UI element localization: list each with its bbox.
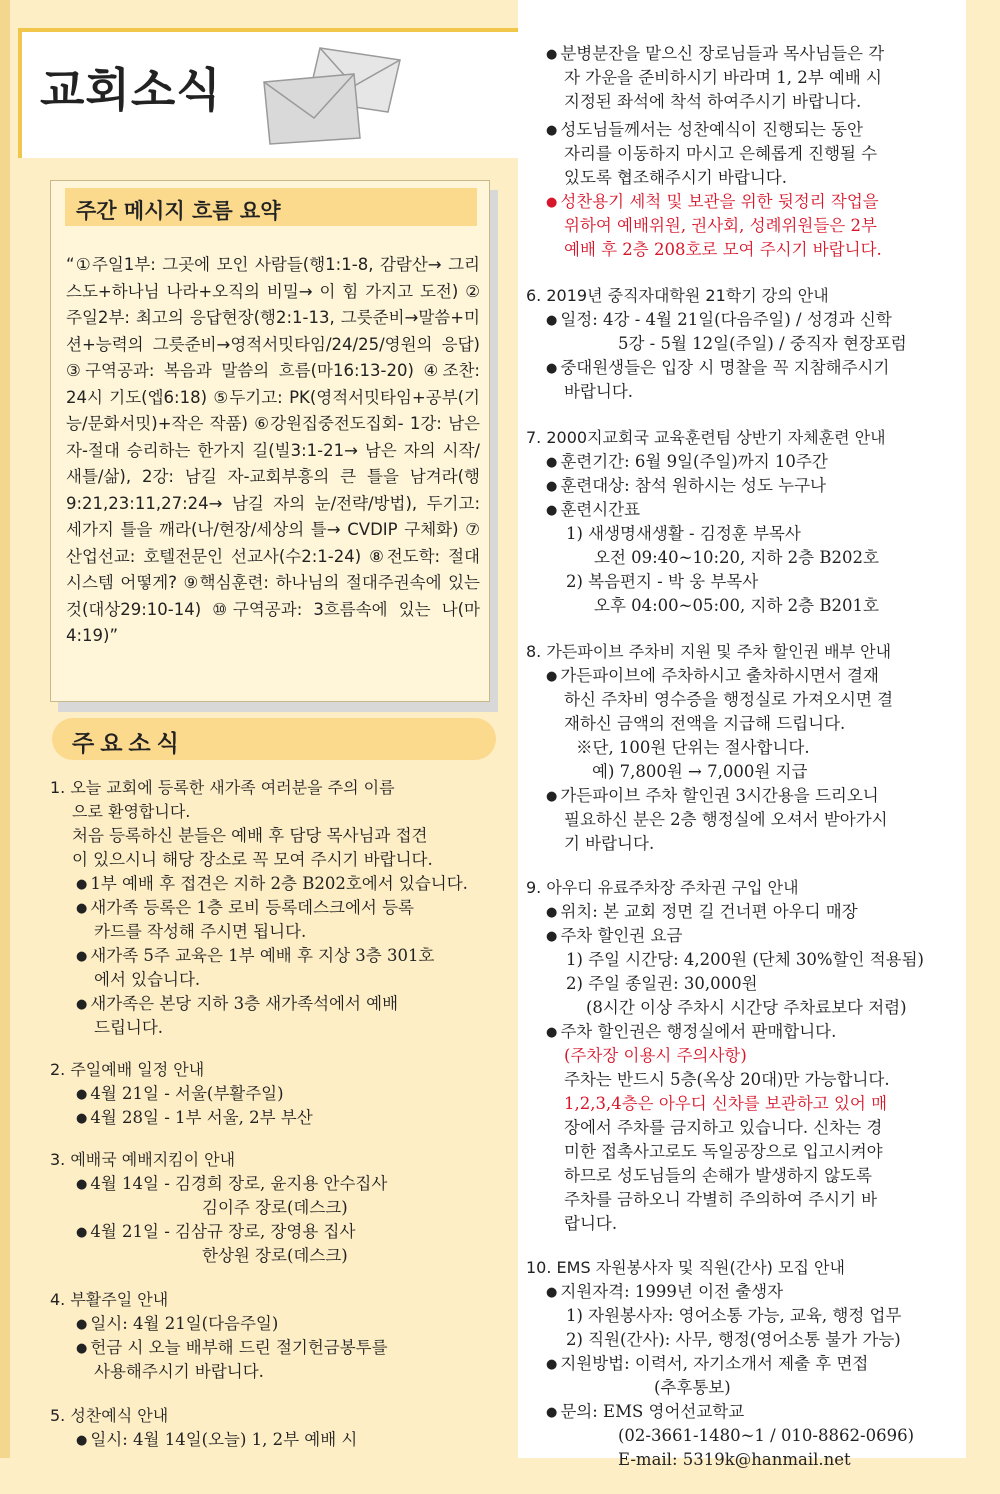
text-line: 처음 등록하신 분들은 예배 후 담당 목사님과 접견	[72, 826, 428, 845]
news-section-title: 주요소식	[72, 731, 185, 757]
text-line: 2) 직원(간사): 사무, 행정(영어소통 불가 가능)	[566, 1330, 901, 1349]
text-line: 사용해주시기 바랍니다.	[94, 1362, 264, 1381]
text-line: 위하여 예배위원, 권사회, 성례위원들은 2부	[564, 216, 877, 235]
bullet-item: ● 위치: 본 교회 정면 길 건너편 아우디 매장	[546, 900, 858, 926]
text-line: 지정된 좌석에 착석 하여주시기 바랍니다.	[564, 92, 862, 111]
bullet-item: ● 4월 28일 - 1부 서울, 2부 부산	[76, 1106, 313, 1132]
text-line: 1,2,3,4층은 아우디 신차를 보관하고 있어 매	[564, 1094, 888, 1113]
bullet-item: ● 1부 예배 후 접견은 지하 2층 B202호에서 있습니다.	[76, 872, 468, 898]
bullet-item: ● 새가족 5주 교육은 1부 예배 후 지상 3층 301호	[76, 944, 434, 970]
left-edge-tab	[0, 0, 10, 1494]
section-heading: 7. 2000지교회국 교육훈련팀 상반기 자체훈련 안내	[526, 428, 886, 447]
bullet-item: ● 4월 21일 - 서울(부활주일)	[76, 1082, 284, 1108]
bullet-item: ● 가든파이브에 주차하시고 출차하시면서 결재	[546, 664, 879, 690]
text-line: 랍니다.	[564, 1214, 618, 1233]
bullet-item: ● 문의: EMS 영어선교학교	[546, 1400, 744, 1426]
bullet-item: ● 일시: 4월 21일(다음주일)	[76, 1312, 278, 1338]
section-heading: 9. 아우디 유료주차장 주차권 구입 안내	[526, 878, 799, 897]
text-line: 자리를 이동하지 마시고 은혜롭게 진행될 수	[564, 144, 878, 163]
right-edge-strip	[966, 0, 1000, 1494]
section-heading: 8. 가든파이브 주차비 지원 및 주차 할인권 배부 안내	[526, 642, 892, 661]
bullet-item: ● 일시: 4월 14일(오늘) 1, 2부 예배 시	[76, 1428, 357, 1454]
section-heading: 4. 부활주일 안내	[50, 1290, 169, 1309]
text-line: 주차를 금하오니 각별히 주의하여 주시기 바	[564, 1190, 878, 1209]
text-line: (02-3661-1480~1 / 010-8862-0696)	[618, 1426, 915, 1445]
text-line: 예) 7,800원 → 7,000원 지급	[592, 762, 808, 781]
section-heading: 2. 주일예배 일정 안내	[50, 1060, 205, 1079]
text-line: 자 가운을 준비하시기 바라며 1, 2부 예배 시	[564, 68, 882, 87]
text-line: 하므로 성도님들의 손해가 발생하지 않도록	[564, 1166, 872, 1185]
text-line: 2) 주일 종일권: 30,000원	[566, 974, 758, 993]
text-line: 한상원 장로(데스크)	[202, 1246, 348, 1265]
bullet-item: ● 지원자격: 1999년 이전 출생자	[546, 1280, 783, 1306]
text-line: 이 있으시니 해당 장소로 꼭 모여 주시기 바랍니다.	[72, 850, 433, 869]
text-line: ※단, 100원 단위는 절사합니다.	[576, 738, 810, 757]
text-line: (8시간 이상 주차시 시간당 주차료보다 저렴)	[586, 998, 907, 1017]
bullet-item: ● 훈련기간: 6월 9일(주일)까지 10주간	[546, 450, 828, 476]
text-line: 에서 있습니다.	[94, 970, 201, 989]
text-line: 2) 복음편지 - 박 웅 부목사	[566, 572, 759, 591]
text-line: (주차장 이용시 주의사항)	[564, 1046, 747, 1065]
text-line: 기 바랍니다.	[564, 834, 655, 853]
section-heading: 5. 성찬예식 안내	[50, 1406, 169, 1425]
text-line: 1) 새생명새생활 - 김정훈 부목사	[566, 524, 801, 543]
text-line: 카드를 작성해 주시면 됩니다.	[94, 922, 307, 941]
text-line: 주차는 반드시 5층(옥상 20대)만 가능합니다.	[564, 1070, 890, 1089]
bullet-item: ● 주차 할인권 요금	[546, 924, 682, 950]
bullet-item: ● 훈련시간표	[546, 498, 640, 524]
text-line: 예배 후 2층 208호로 모여 주시기 바랍니다.	[564, 240, 882, 259]
text-line: 필요하신 분은 2층 행정실에 오셔서 받아가시	[564, 810, 888, 829]
bullet-item: ● 헌금 시 오늘 배부해 드린 절기헌금봉투를	[76, 1336, 388, 1362]
text-line: E-mail: 5319k@hanmail.net	[618, 1450, 851, 1469]
text-line: 장에서 주차를 금지하고 있습니다. 신차는 경	[564, 1118, 883, 1137]
bullet-item: ● 성도님들께서는 성찬예식이 진행되는 동안	[546, 118, 863, 144]
bullet-item: ● 새가족 등록은 1층 로비 등록데스크에서 등록	[76, 896, 414, 922]
bullet-item: ● 가든파이브 주차 할인권 3시간용을 드리오니	[546, 784, 879, 810]
text-line: (추후통보)	[654, 1378, 731, 1397]
section-heading: 6. 2019년 중직자대학원 21학기 강의 안내	[526, 286, 829, 305]
page-title: 교회소식	[40, 63, 222, 117]
section-heading: 1. 오늘 교회에 등록한 새가족 여러분을 주의 이름	[50, 778, 395, 797]
text-line: 김이주 장로(데스크)	[202, 1198, 348, 1217]
summary-text: “①주일1부: 그곳에 모인 사람들(행1:1-8, 감람산→ 그리스도+하나님 나라+오직의 비밀→ 이 힘 가지고 도전) ②주일2부: 최고의 응답현장(행2:1-13, 그릇준비→말씀+미션+능력의 그릇준비→영적서밋타임/24/25/영원의 응답) ③구역공과: 복음과 말씀의 흐름(마16:13-20) ④조찬: 24시 기도(엡6:18) ⑤두기고: PK(영적서밋타임+공부(기능/문화서밋)+작은 작품) ⑥강원집중전도집회- 1강: 남은 자-절대 승리하는 한가지 길(빌3:1-21→ 남은 자의 시작/새틀/삶), 2강: 남길 자-교회부흥의 큰 틀을 남겨라(행9:21,23:11,27:24→ 남길 자의 눈/전략/방법), 두기고: 세가지 틀을 깨라(나/현장/세상의 틀→ CVDIP 구체화) ⑦산업선교: 호텔전문인 선교사(수2:1-24) ⑧전도학: 절대 시스템 어떻게? ⑨핵심훈련: 하나님의 절대주권속에 있는 것(대상29:10-14) ⑩구역공과: 3흐름속에 있는 나(마4:19)”	[66, 255, 480, 645]
summary-title: 주간 메시지 흐름 요약	[76, 199, 281, 223]
bullet-item: ● 4월 21일 - 김삼규 장로, 장영용 집사	[76, 1220, 355, 1246]
bullet-item: ● 4월 14일 - 김경희 장로, 윤지용 안수집사	[76, 1172, 387, 1198]
bullet-item: ● 일정: 4강 - 4월 21일(다음주일) / 성경과 신학	[546, 308, 892, 334]
text-line: 하신 주차비 영수증을 행정실로 가져오시면 결	[564, 690, 894, 709]
bullet-item: ● 지원방법: 이력서, 자기소개서 제출 후 면접	[546, 1352, 868, 1378]
text-line: 오전 09:40~10:20, 지하 2층 B202호	[594, 548, 879, 567]
bullet-item: ● 훈련대상: 참석 원하시는 성도 누구나	[546, 474, 826, 500]
text-line: 미한 접촉사고로도 독일공장으로 입고시켜야	[564, 1142, 883, 1161]
section-heading: 3. 예배국 예배지킴이 안내	[50, 1150, 236, 1169]
bullet-item: ● 성찬용기 세척 및 보관을 위한 뒷정리 작업을	[546, 190, 879, 216]
text-line: 5강 - 5월 12일(주일) / 중직자 현장포럼	[618, 334, 907, 353]
bullet-item: ● 분병분잔을 맡으신 장로님들과 목사님들은 각	[546, 42, 884, 68]
text-line: 1) 자원봉사자: 영어소통 가능, 교육, 행정 업무	[566, 1306, 902, 1325]
section-heading: 으로 환영합니다.	[72, 802, 191, 821]
section-heading: 10. EMS 자원봉사자 및 직원(간사) 모집 안내	[526, 1258, 845, 1277]
bullet-item: ● 주차 할인권은 행정실에서 판매합니다.	[546, 1020, 836, 1046]
text-line: 재하신 금액의 전액을 지급해 드립니다.	[564, 714, 846, 733]
text-line: 1) 주일 시간당: 4,200원 (단체 30%할인 적용됨)	[566, 950, 924, 969]
text-line: 바랍니다.	[564, 382, 634, 401]
bullet-item: ● 중대원생들은 입장 시 명찰을 꼭 지참해주시기	[546, 356, 889, 382]
text-line: 오후 04:00~05:00, 지하 2층 B201호	[594, 596, 879, 615]
text-line: 드립니다.	[94, 1018, 164, 1037]
bullet-item: ● 새가족은 본당 지하 3층 새가족석에서 예배	[76, 992, 398, 1018]
envelope-icon	[250, 40, 410, 150]
text-line: 있도록 협조해주시기 바랍니다.	[564, 168, 787, 187]
